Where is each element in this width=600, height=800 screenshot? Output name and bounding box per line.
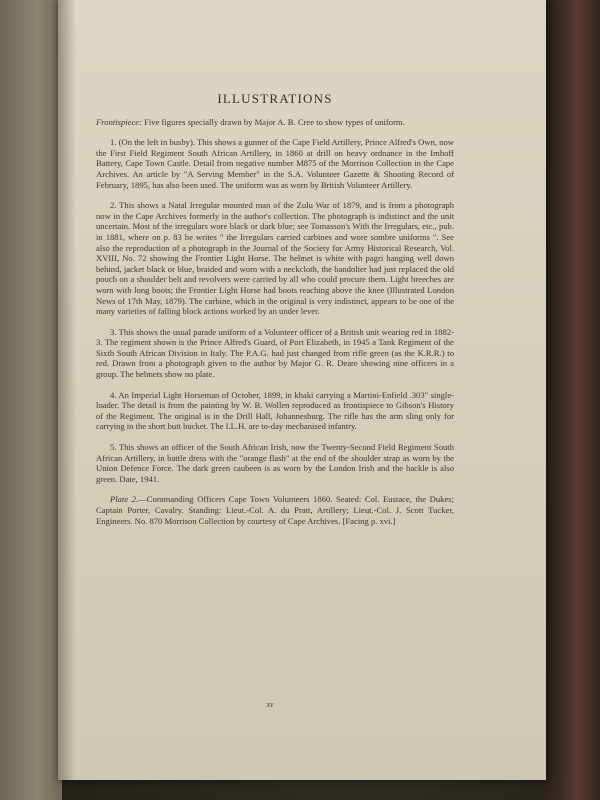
book-cover-edge <box>540 0 600 800</box>
plate-lead: Plate 2. <box>110 494 139 505</box>
facing-page-edge <box>0 0 62 800</box>
paragraph-4: 4. An Imperial Light Horseman of October, 1899, in khaki carrying a Martini-Enfield .303" single-loader. The detail is from the painting by W. B. Wollen reproduced as frontispiece to Gibson's History of the Regiment. The original is in the Drill Hall, Johannesburg. The rifle has the arm sling only for carrying in the short butt bucket. The I.L.H. are to-day mechanised infantry. <box>96 389 454 432</box>
page-gutter-shadow <box>58 0 76 780</box>
frontispiece-caption <box>96 117 454 128</box>
plate-text: —Commanding Officers Cape Town Volunteers 1860. Seated: Col. Eustace, the Dukes; Captain Porter, Cavalry. Standing: Lieut.-Col. A. du Pratt, Artillery; Lieut.-Col. J. Scott Tucker, Engineers. No. 870 Morrison Collection by courtesy of Cape Archives. [Facing p. xvi.] <box>96 494 454 526</box>
paragraph-1: 1. (On the left in busby). This shows a gunner of the Cape Field Artillery, Prince Alfred's Own, now the First Field Regiment South African Artillery, in 1860 at drill on heavy ordnance in the Imhoff Battery, Cape Town Castle. Detail from negative number M875 of the Morrison Collection in the Cape Archives. An article by "A Serving Member" in the S.A. Volunteer Gazette & Shooting Record of February, 1895, has also been used. The uniform was as worn by British Volunteer Artillery. <box>96 137 454 190</box>
paragraph-5: 5. This shows an officer of the South African Irish, now the Twenty-Second Field Regiment South African Artillery, in battle dress with the "orange flash" at the end of the shoulder strap as worn by the Union Defence Force. The dark green caubeen is as worn by the London Irish and the hackle is also green. Date, 1941. <box>96 442 454 484</box>
page-heading: ILLUSTRATIONS <box>217 91 333 106</box>
frontispiece-lead: Frontispiece: <box>96 116 142 127</box>
plate-caption <box>96 494 454 526</box>
paragraph-2: 2. This shows a Natal Irregular mounted man of the Zulu War of 1879, and is from a photograph now in the Cape Archives formerly in the author's collection. The photograph is indistinct and the unit uncertain. Most of the irregulars wore black or dark blue; see Tomasson's With the Irregulars, etc., pub. in 1881, where on p. 83 he writes " the Irregulars carried carbines and wore sombre uniforms ". See also the reproduction of a photograph in the Journal of the Society for Army Historical Research, Vol. XVIII, No. 72 showing the Frontier Light Horse. The helmet is white with pagri hanging well down behind, jacket black or blue, braided and worn with a neckcloth, the bandolier had just replaced the old pouch on a shoulder belt and revolvers were carried by all who could procure them. Light breeches are worn with long boots; the Frontier Light Horse had boots reaching above the knee (Illustrated London News of 17th May, 1879). The carbine, which in the original is very indistinct, appears to be one of the many varieties of falling block actions worked by an under lever. <box>96 200 454 317</box>
paragraph-3: 3. This shows the usual parade uniform of a Volunteer officer of a British unit wearing red in 1882-3. The regiment shown is the Prince Alfred's Guard, of Port Elizabeth, in 1945 a Tank Regiment of the Sixth South African Division in Italy. The P.A.G. had just changed from rifle green (as the K.R.R.) to red. Drawn from a photograph given to the author by Major G. R. Deare showing nine officers in a group. The helmets show no plate. <box>96 326 454 380</box>
frontispiece-text: Five figures specially drawn by Major A. B. Cree to show types of uniform. <box>141 116 405 127</box>
page-content <box>96 91 454 536</box>
page-number: xv <box>266 700 274 709</box>
